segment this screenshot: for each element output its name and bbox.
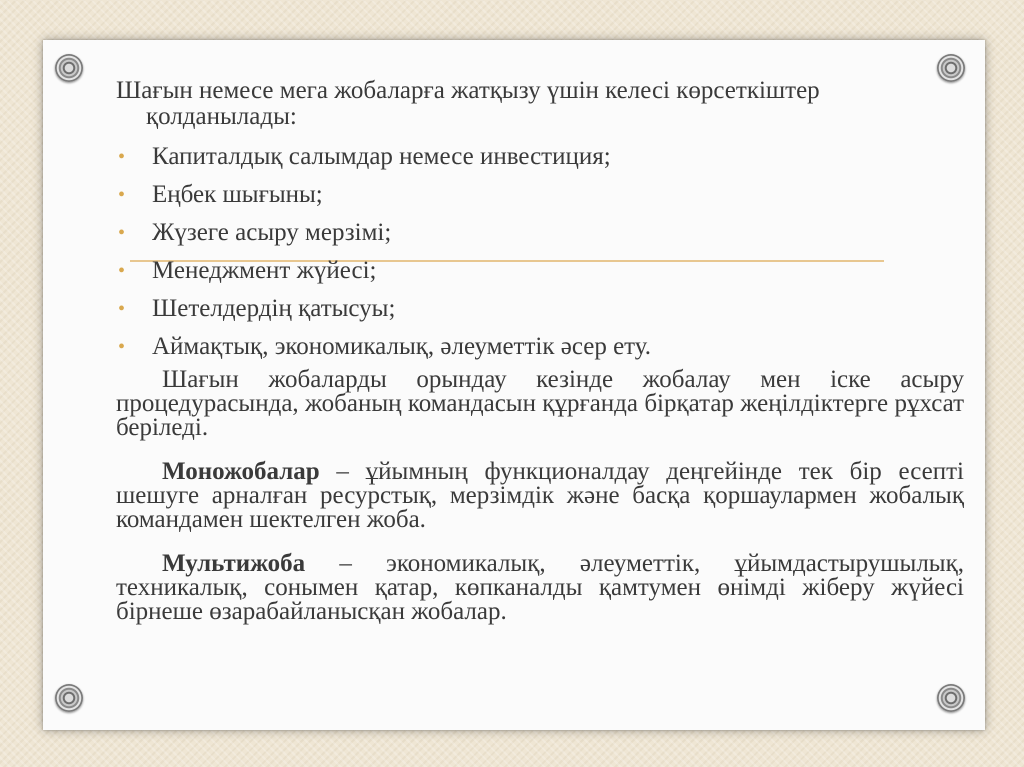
bullet-icon: • xyxy=(118,222,126,244)
slide-content xyxy=(116,78,964,624)
definition-monoprojects: – ұйымның функционалдау деңгейінде тек бір есепті шешуге арналған ресурстық, мерзімдік және басқа қоршаулармен жобалық командамен шектелген жоба. xyxy=(116,458,964,533)
list-item xyxy=(116,176,964,214)
list-item-text: Жүзеге асыру мерзімі; xyxy=(152,219,392,246)
pin-icon xyxy=(937,684,965,712)
list-item-text: Шетелдердің қатысуы; xyxy=(152,295,396,322)
list-item xyxy=(116,138,964,176)
list-item xyxy=(116,214,964,252)
list-item xyxy=(116,252,964,290)
paragraph-monoprojects xyxy=(116,460,964,532)
pin-icon xyxy=(55,684,83,712)
definition-multiproject: – экономикалық, әлеуметтік, ұйымдастырушылық, техникалық, сонымен қатар, көпканалды қамтумен өнімді жіберу жүйесі бірнеше өзарабайланысқан жобалар. xyxy=(116,550,964,625)
term-multiproject: Мультижоба xyxy=(162,550,306,577)
list-item-text: Менеджмент жүйесі; xyxy=(152,257,377,284)
indicator-list xyxy=(116,138,964,366)
term-monoprojects: Моножобалар xyxy=(162,458,320,485)
paragraph-multiproject xyxy=(116,552,964,624)
list-item-text: Аймақтық, экономикалық, әлеуметтік әсер ету. xyxy=(152,333,652,360)
bullet-icon: • xyxy=(118,146,126,168)
bullet-icon: • xyxy=(118,260,126,282)
list-item xyxy=(116,290,964,328)
list-item-text: Еңбек шығыны; xyxy=(152,181,323,208)
bullet-icon: • xyxy=(118,184,126,206)
list-item xyxy=(116,328,964,366)
paragraph-small-projects: Шағын жобаларды орындау кезінде жобалау мен іске асыру процедурасында, жобаның командасын құрғанда бірқатар жеңілдіктерге рұхсат беріледі. xyxy=(116,366,964,441)
bullet-icon: • xyxy=(118,298,126,320)
bullet-icon: • xyxy=(118,336,126,358)
pin-icon xyxy=(55,54,83,82)
list-item-text: Капиталдық салымдар немесе инвестиция; xyxy=(152,143,611,170)
intro-text: Шағын немесе мега жобаларға жатқызу үшін келесі көрсеткіштер қолданылады: xyxy=(116,77,820,130)
